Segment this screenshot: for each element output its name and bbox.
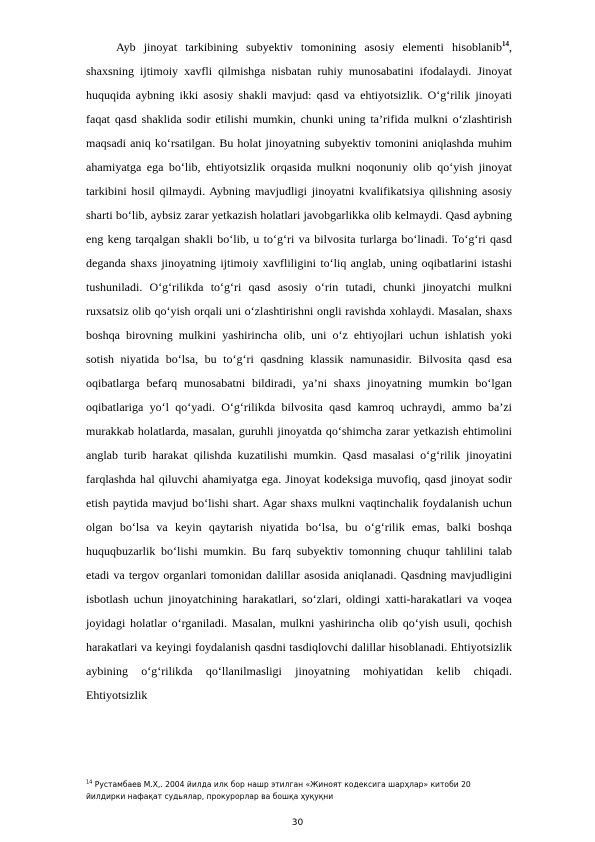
footnote-marker: 14 (86, 779, 93, 786)
body-paragraph (86, 35, 512, 707)
main-text (86, 35, 512, 707)
footnote-reference: 14 (502, 40, 509, 48)
paragraph-rest: , shaxsning ijtimoiy xavfli qilmishga nisbatan ruhiy munosabatini ifodalaydi. Jinoyat huquqida aybning ikki asosiy shakli mavjud: qasd va ehtiyotsizlik. O‘g‘rilik jinoyati faqat qasd shaklida sodir etilishi mumkin, chunki uning ta’rifida mulkni o‘zlashtirish maqsadi aniq ko‘rsatilgan. Bu holat jinoyatning subyektiv tomonini aniqlashda muhim ahamiyatga ega bo‘lib, ehtiyotsizlik orqasida mulkni noqonuniy olib qo‘yish jinoyat tarkibini hosil qilmaydi. Aybning mavjudligi jinoyatni kvalifikatsiya qilishning asosiy sharti bo‘lib, aybsiz zarar yetkazish holatlari javobgarlikka olib kelmaydi. Qasd aybning eng keng tarqalgan shakli bo‘lib, u to‘g‘ri va bilvosita turlarga bo‘linadi. To‘g‘ri qasd deganda shaxs jinoyatning ijtimoiy xavfliligini to‘liq anglab, uning oqibatlarini istashi tushuniladi. O‘g‘rilikda to‘g‘ri qasd asosiy o‘rin tutadi, chunki jinoyatchi mulkni ruxsatsiz olib qo‘yish orqali uni o‘zlashtirishni ongli ravishda xohlaydi. Masalan, shaxs boshqa birovning mulkini yashirincha olib, uni o‘z ehtiyojlari uchun ishlatish yoki sotish niyatida bo‘lsa, bu to‘g‘ri qasdning klassik namunasidir. Bilvosita qasd esa oqibatlarga befarq munosabatni bildiradi, ya’ni shaxs jinoyatning mumkin bo‘lgan oqibatlariga yo‘l qo‘yadi. O‘g‘rilikda bilvosita qasd kamroq uchraydi, ammo ba’zi murakkab holatlarda, masalan, guruhli jinoyatda qo‘shimcha zarar yetkazish ehtimolini anglab turib harakat qilishda kuzatilishi mumkin. Qasd masalasi o‘g‘rilik jinoyatini farqlashda hal qiluvchi ahamiyatga ega. Jinoyat kodeksiga muvofiq, qasd jinoyat sodir etish paytida mavjud bo‘lishi shart. Agar shaxs mulkni vaqtinchalik foydalanish uchun olgan bo‘lsa va keyin qaytarish niyatida bo‘lsa, bu o‘g‘rilik emas, balki boshqa huquqbuzarlik bo‘lishi mumkin. Bu farq subyektiv tomonning chuqur tahlilini talab etadi va tergov organlari tomonidan dalillar asosida aniqlanadi. Qasdning mavjudligini isbotlash uchun jinoyatchining harakatlari, so‘zlari, oldingi xatti-harakatlari va voqea joyidagi holatlar o‘rganiladi. Masalan, mulkni yashirincha olib qo‘yish usuli, qochish harakatlari va keyingi foydalanish qasdni tasdiqlovchi dalillar hisoblanadi. Ehtiyotsizlik aybining o‘g‘rilikda qo‘llanilmasligi jinoyatning mohiyatidan kelib chiqadi. Ehtiyotsizlik (86, 40, 512, 702)
page-number: 30 (291, 818, 304, 828)
footnote (86, 779, 512, 803)
paragraph-start: Ayb jinoyat tarkibining subyektiv tomonining asosiy elementi hisoblanib (116, 40, 502, 54)
footnote-text: Рустамбаев М.Х,. 2004 йилда илк бор нашр этилган «Жиноят кодексига шарҳлар» китоби 20 йилдирки нафақат судьялар, прокурорлар ва бошқа ҳуқуқни (86, 780, 471, 801)
